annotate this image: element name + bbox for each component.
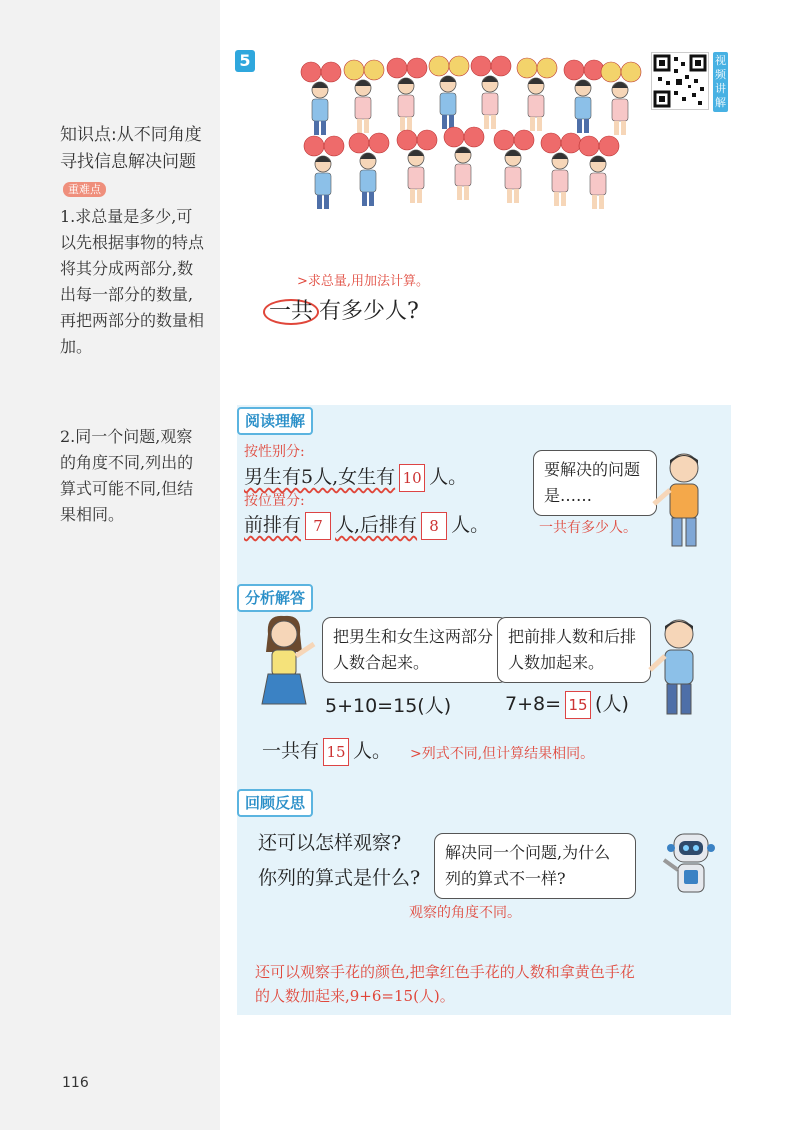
line1-end: 人。 — [429, 466, 468, 488]
boy2-speech-bubble: 把前排人数和后排人数加起来。 — [497, 617, 651, 683]
result-end: 人。 — [353, 740, 392, 762]
cheerleader-figure — [429, 56, 469, 129]
line2-end: 人。 — [451, 514, 490, 536]
line2-front: 前排有 — [244, 514, 302, 536]
problem-number: 5 — [235, 50, 255, 72]
line2-mid: 人,后排有 — [335, 514, 418, 536]
gender-note: 按性别分: — [244, 444, 305, 460]
equation-by-position — [505, 689, 629, 719]
problem-annotation: >求总量,用加法计算。 — [297, 274, 430, 289]
review-tag: 回顾反思 — [237, 789, 313, 817]
equation-by-gender: 5+10=15(人) — [325, 695, 452, 717]
question-text: 有多少人? — [319, 299, 419, 324]
review-note-1: 观察的角度不同。 — [409, 905, 521, 921]
knowledge-point — [60, 122, 205, 360]
cheerleader-figure — [444, 127, 484, 200]
boy2-figure — [646, 614, 712, 718]
qr-code-icon[interactable] — [651, 52, 709, 110]
cheerleader-figure — [494, 130, 534, 203]
knowledge-point-title: 知识点:从不同角度寻找信息解决问题 — [60, 125, 202, 172]
cheerleader-figure — [517, 58, 557, 131]
girl-figure — [250, 612, 318, 712]
eq2-answer-box: 15 — [565, 691, 591, 719]
analysis-note-text: 列式不同,但计算结果相同。 — [421, 746, 595, 762]
review-question-1: 还可以怎样观察? — [258, 832, 402, 854]
cheerleader-figure — [541, 133, 581, 206]
difficulty-badge: 重难点 — [63, 182, 106, 197]
result-text: 一共有 — [262, 740, 320, 762]
goal-note: 一共有多少人。 — [539, 520, 637, 536]
point-1: 1.求总量是多少,可以先根据事物的特点将其分成两部分,数出每一部分的数量,再把两部分的数量相加。 — [60, 207, 205, 356]
page-number: 116 — [62, 1075, 89, 1091]
analysis-result — [262, 736, 391, 766]
cheerleader-figure — [564, 60, 604, 133]
boy-speech-bubble: 要解决的问题是…… — [533, 450, 657, 516]
back-row-box: 8 — [421, 512, 447, 540]
cheerleader-figure — [471, 56, 511, 129]
cheerleader-figure — [349, 133, 389, 206]
reading-line-1 — [244, 462, 467, 492]
cheerleader-figure — [397, 130, 437, 203]
eq2-unit: (人) — [595, 693, 629, 715]
cheerleader-figure — [301, 62, 341, 135]
robot-figure — [660, 830, 722, 900]
line1-text: 男生有5人,女生有 — [244, 466, 396, 488]
circled-keyword: 一共 — [263, 299, 319, 325]
cheerleader-figure — [304, 136, 344, 209]
problem-annotation-text: 求总量,用加法计算。 — [307, 274, 430, 289]
cheerleader-figure — [387, 58, 427, 131]
point-2: 2.同一个问题,观察的角度不同,列出的算式可能不同,但结果相同。 — [60, 427, 194, 524]
eq2-left: 7+8= — [505, 693, 562, 715]
reading-line-2 — [244, 510, 489, 540]
video-explanation-label[interactable]: 视频讲解 — [713, 52, 728, 112]
boy-figure — [650, 448, 718, 550]
girl-speech-bubble: 把男生和女生这两部分人数合起来。 — [322, 617, 508, 683]
robot-speech-bubble: 解决同一个问题,为什么列的算式不一样? — [434, 833, 636, 899]
cheerleaders-illustration — [298, 55, 643, 270]
analysis-tag: 分析解答 — [237, 584, 313, 612]
front-row-box: 7 — [305, 512, 331, 540]
position-note: 按位置分: — [244, 493, 305, 509]
review-note-2-line-1: 还可以观察手花的颜色,把拿红色手花的人数和拿黄色手花 — [255, 963, 635, 981]
girls-count-box: 10 — [399, 464, 425, 492]
cheerleader-figure — [579, 136, 619, 209]
review-question-2: 你列的算式是什么? — [258, 867, 421, 889]
reading-tag: 阅读理解 — [237, 407, 313, 435]
review-note-2-line-2: 的人数加起来,9+6=15(人)。 — [255, 987, 455, 1005]
review-note-2 — [255, 960, 635, 1008]
cheerleader-figure — [601, 62, 641, 135]
problem-question — [263, 294, 419, 325]
analysis-note: >列式不同,但计算结果相同。 — [410, 746, 595, 762]
cheerleader-figure — [344, 60, 384, 133]
result-box: 15 — [323, 738, 349, 766]
